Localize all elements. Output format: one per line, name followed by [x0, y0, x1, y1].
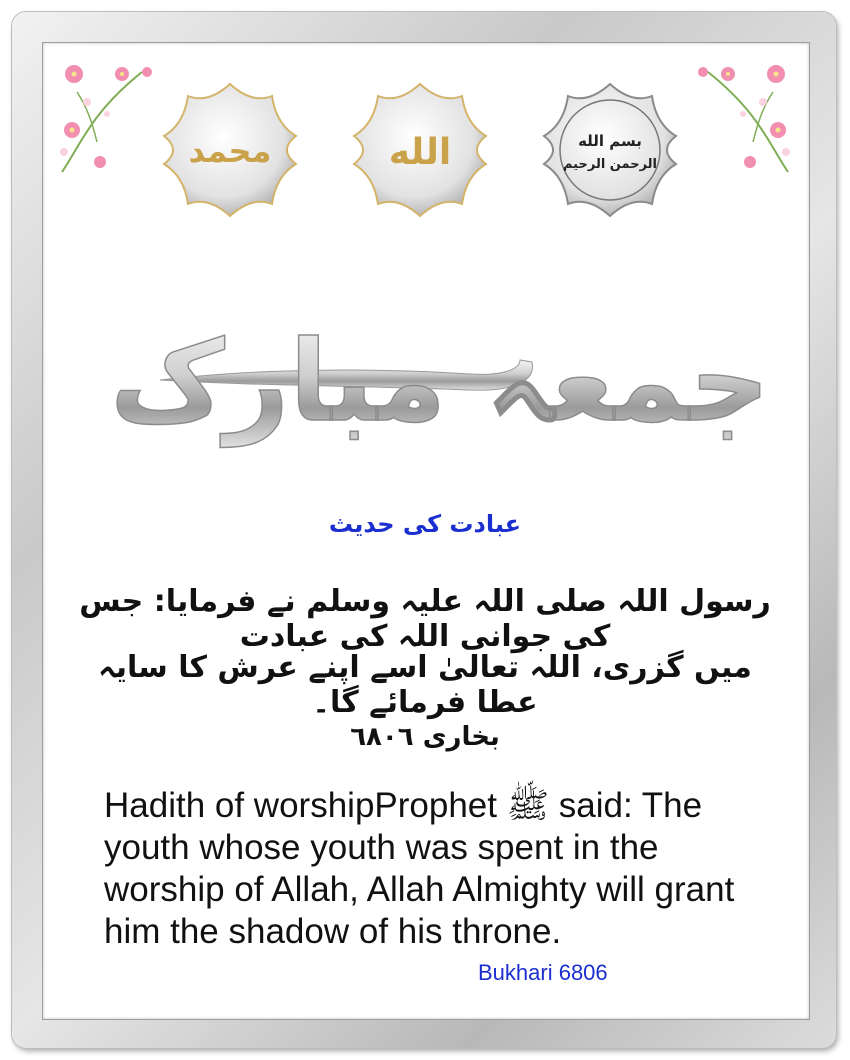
muhammad-calligraphy-icon [160, 80, 300, 220]
flower-decoration-left-icon [52, 52, 162, 182]
allah-calligraphy-icon [350, 80, 490, 220]
svg-text:بسم الله: بسم الله [578, 132, 642, 150]
jumma-mubarak-calligraphy [110, 270, 770, 470]
svg-text:الرحمن الرحيم: الرحمن الرحيم [562, 157, 658, 172]
hadith-urdu-line-2: میں گزری، اللہ تعالیٰ اسے اپنے عرش کا سایہ عطا فرمائے گا۔ [98, 650, 752, 720]
bismillah-calligraphy-icon [540, 80, 680, 220]
hadith-heading: عبادت کی حدیث [328, 510, 522, 538]
hadith-reference-english: Bukhari 6806 [478, 960, 608, 985]
svg-text:جمعہ مبارک: جمعہ مبارک [110, 317, 770, 447]
hadith-english-text: Hadith of worshipProphet ﷺ said: The youth whose youth was spent in the worship of Allah, Allah Almighty will grant him the shadow of his throne. [104, 786, 735, 951]
hadith-reference-urdu: بخاری ٦٨٠٦ [350, 722, 500, 752]
svg-text:الله: الله [388, 132, 452, 173]
flower-decoration-right-icon [688, 52, 798, 182]
svg-text:محمد: محمد [188, 132, 272, 170]
hadith-urdu-line-1: رسول اللہ صلی اللہ علیہ وسلم نے فرمایا: جس کی جوانی اللہ کی عبادت [79, 584, 771, 654]
